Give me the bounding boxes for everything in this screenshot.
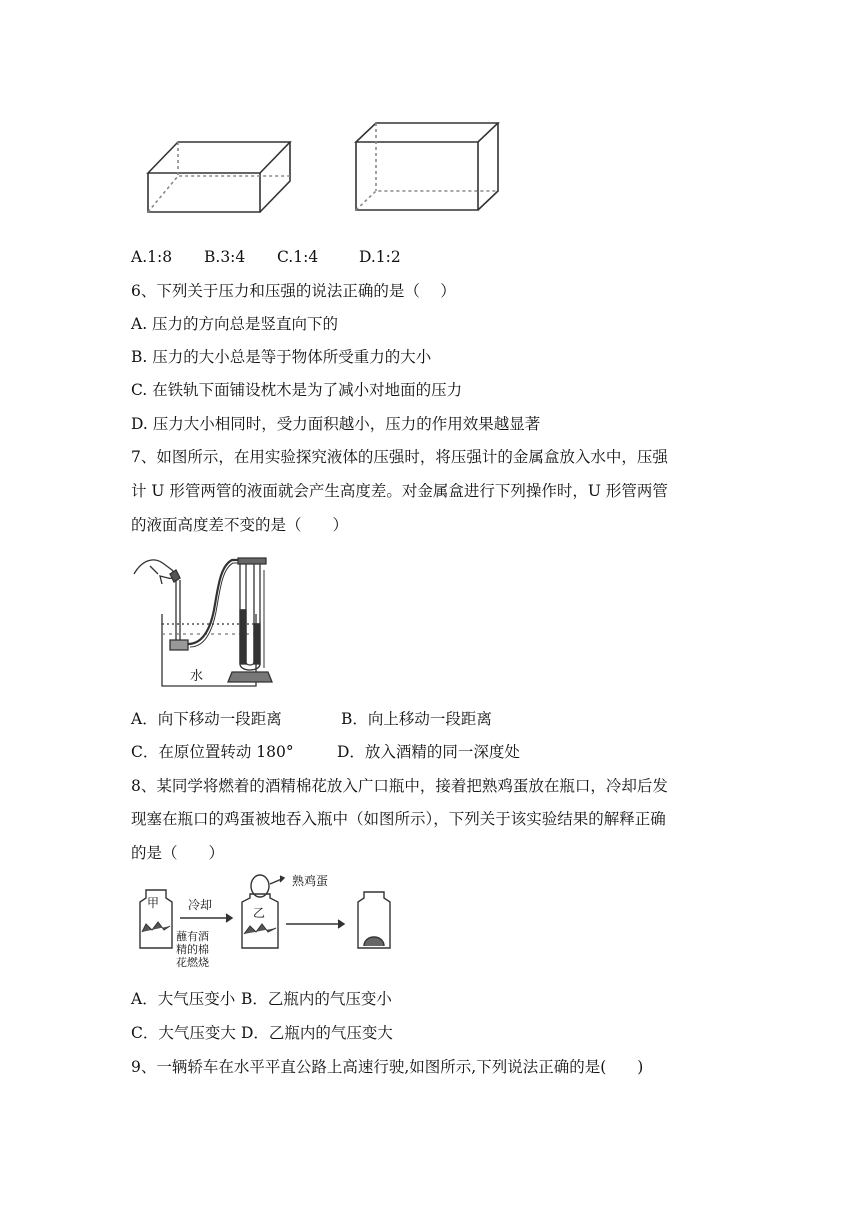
- q8-stem-line-2: 现塞在瓶口的鸡蛋被地吞入瓶中（如图所示），下列关于该实验结果的解释正确: [131, 810, 666, 828]
- q8-stem-line-3: 的是（ ）: [131, 844, 225, 862]
- q6-option-c[interactable]: C. 在铁轨下面铺设枕木是为了减小对地面的压力: [131, 381, 463, 399]
- q5-figure: [140, 118, 510, 218]
- q8-jar-a-label: 甲: [147, 896, 160, 910]
- q7-figure-water-label: 水: [190, 669, 204, 684]
- q5-option-a[interactable]: A.1:8: [131, 248, 173, 266]
- q8-stem-line-1: 8、某同学将燃着的酒精棉花放入广口瓶中，接着把熟鸡蛋放在瓶口，冷却后发: [131, 777, 668, 795]
- q7-figure: [132, 548, 282, 690]
- q9-stem: 9、一辆轿车在水平平直公路上高速行驶,如图所示,下列说法正确的是( ): [131, 1058, 644, 1076]
- q6-option-b[interactable]: B. 压力的大小总是等于物体所受重力的大小: [131, 348, 432, 366]
- q7-option-d[interactable]: D．放入酒精的同一深度处: [337, 743, 520, 761]
- q6-option-d[interactable]: D. 压力大小相同时，受力面积越小，压力的作用效果越显著: [131, 415, 541, 433]
- q8-options-row-2: [131, 1022, 393, 1044]
- q7-stem-line-3: 的液面高度差不变的是（ ）: [131, 516, 349, 534]
- q7-option-c[interactable]: C．在原位置转动 180°: [131, 743, 294, 761]
- q5-options: [131, 246, 401, 268]
- q8-cotton-label: [176, 930, 209, 969]
- q7-options-row-1: [131, 708, 492, 730]
- q5-option-d[interactable]: D.1:2: [359, 248, 401, 266]
- q5-option-c[interactable]: C.1:4: [277, 248, 319, 266]
- q8-option-d[interactable]: D．乙瓶内的气压变大: [241, 1024, 393, 1042]
- q8-option-a[interactable]: A．大气压变小: [131, 990, 236, 1008]
- q8-egg-label: 熟鸡蛋: [292, 874, 329, 888]
- q7-stem-line-2: 计 U 形管两管的液面就会产生高度差。对金属盒进行下列操作时，U 形管两管: [131, 482, 668, 500]
- q7-options-row-2: [131, 741, 520, 763]
- q8-cotton-line-2: 精的棉: [176, 943, 209, 956]
- q8-cooling-label: 冷却: [188, 898, 213, 912]
- q8-option-c[interactable]: C．大气压变大: [131, 1024, 236, 1042]
- q8-cotton-line-3: 花燃烧: [176, 956, 209, 969]
- q8-jar-b-label: 乙: [253, 906, 266, 920]
- q8-cotton-line-1: 蘸有酒: [176, 930, 209, 943]
- q8-option-b[interactable]: B．乙瓶内的气压变小: [241, 990, 392, 1008]
- q7-option-b[interactable]: B．向上移动一段距离: [341, 710, 492, 728]
- q7-option-a[interactable]: A．向下移动一段距离: [131, 710, 282, 728]
- q8-figure: [132, 872, 402, 982]
- q6-option-a[interactable]: A. 压力的方向总是竖直向下的: [131, 315, 339, 333]
- q6-stem: 6、下列关于压力和压强的说法正确的是（ ）: [131, 282, 456, 300]
- q5-option-b[interactable]: B.3:4: [204, 248, 246, 266]
- q7-stem-line-1: 7、如图所示，在用实验探究液体的压强时，将压强计的金属盒放入水中，压强: [131, 448, 668, 466]
- q8-options-row-1: [131, 988, 392, 1010]
